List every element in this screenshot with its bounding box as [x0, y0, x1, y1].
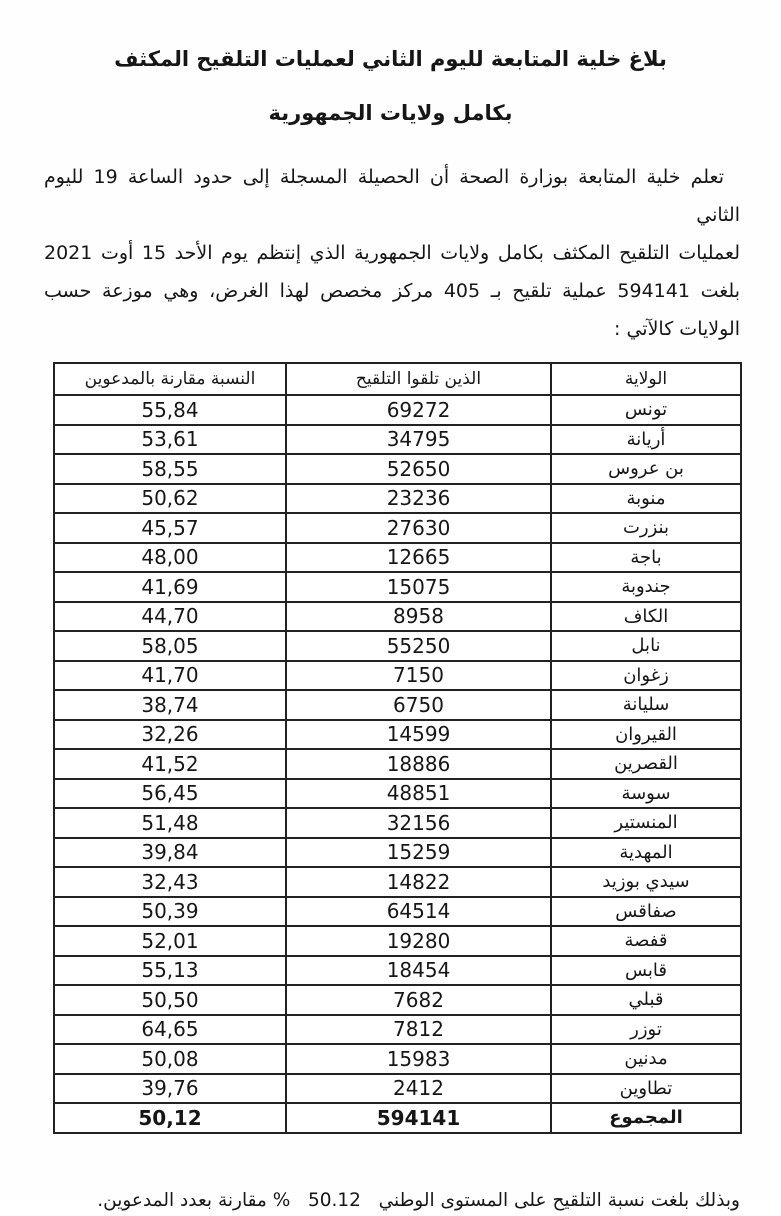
cell-vaccinated: 14599	[286, 720, 551, 750]
cell-governorate: القصرين	[551, 749, 741, 779]
cell-percentage: 32,26	[54, 720, 286, 750]
table-row	[54, 867, 741, 897]
footer-note: وبذلك بلغت نسبة التلقيح على المستوى الوطني 50.12 % مقارنة بعدد المدعوين.	[97, 1189, 740, 1211]
intro-paragraph	[44, 158, 740, 348]
cell-percentage: 44,70	[54, 602, 286, 632]
total-vaccinated: 594141	[286, 1103, 551, 1133]
table-row	[54, 690, 741, 720]
cell-governorate: قابس	[551, 956, 741, 986]
cell-governorate: المهدية	[551, 838, 741, 868]
cell-governorate: سوسة	[551, 779, 741, 809]
cell-vaccinated: 7812	[286, 1015, 551, 1045]
cell-percentage: 50,50	[54, 985, 286, 1015]
cell-percentage: 38,74	[54, 690, 286, 720]
table-row	[54, 454, 741, 484]
cell-governorate: نابل	[551, 631, 741, 661]
cell-vaccinated: 14822	[286, 867, 551, 897]
cell-vaccinated: 32156	[286, 808, 551, 838]
cell-percentage: 50,39	[54, 897, 286, 927]
cell-governorate: بن عروس	[551, 454, 741, 484]
intro-line-1: تعلم خلية المتابعة بوزارة الصحة أن الحصيلة المسجلة إلى حدود الساعة 19 لليوم الثاني	[44, 166, 740, 226]
intro-line-4: الولايات كالآتي :	[614, 318, 740, 340]
cell-vaccinated: 48851	[286, 779, 551, 809]
cell-percentage: 64,65	[54, 1015, 286, 1045]
table-row	[54, 985, 741, 1015]
cell-percentage: 58,05	[54, 631, 286, 661]
cell-vaccinated: 7682	[286, 985, 551, 1015]
cell-governorate: بنزرت	[551, 513, 741, 543]
table-header-row	[54, 363, 741, 395]
table-row	[54, 661, 741, 691]
cell-governorate: قفصة	[551, 926, 741, 956]
title-line-2: بكامل ولايات الجمهورية	[268, 101, 513, 125]
cell-vaccinated: 69272	[286, 395, 551, 425]
cell-governorate: منوبة	[551, 484, 741, 514]
cell-vaccinated: 15983	[286, 1044, 551, 1074]
page-title	[0, 0, 781, 128]
cell-percentage: 55,13	[54, 956, 286, 986]
intro-line-2: لعمليات التلقيح المكثف بكامل ولايات الجمهورية الذي إنتظم يوم الأحد 15 أوت 2021	[44, 242, 740, 264]
table-row	[54, 926, 741, 956]
cell-governorate: قبلي	[551, 985, 741, 1015]
cell-vaccinated: 8958	[286, 602, 551, 632]
cell-vaccinated: 27630	[286, 513, 551, 543]
cell-vaccinated: 19280	[286, 926, 551, 956]
cell-percentage: 50,08	[54, 1044, 286, 1074]
cell-governorate: باجة	[551, 543, 741, 573]
cell-percentage: 52,01	[54, 926, 286, 956]
table-row	[54, 543, 741, 573]
table-row	[54, 808, 741, 838]
cell-percentage: 41,69	[54, 572, 286, 602]
cell-governorate: صفاقس	[551, 897, 741, 927]
table-row	[54, 838, 741, 868]
cell-percentage: 51,48	[54, 808, 286, 838]
cell-governorate: تونس	[551, 395, 741, 425]
cell-percentage: 55,84	[54, 395, 286, 425]
cell-vaccinated: 12665	[286, 543, 551, 573]
cell-vaccinated: 7150	[286, 661, 551, 691]
table-row	[54, 1015, 741, 1045]
cell-vaccinated: 6750	[286, 690, 551, 720]
cell-governorate: تطاوين	[551, 1074, 741, 1104]
cell-percentage: 53,61	[54, 425, 286, 455]
table-row	[54, 956, 741, 986]
cell-vaccinated: 55250	[286, 631, 551, 661]
cell-percentage: 32,43	[54, 867, 286, 897]
intro-line-3: بلغت 594141 عملية تلقيح بـ 405 مركز مخصص لهذا الغرض، وهي موزعة حسب	[44, 280, 741, 302]
cell-percentage: 48,00	[54, 543, 286, 573]
title-line-1: بلاغ خلية المتابعة لليوم الثاني لعمليات التلقيح المكثف	[114, 47, 667, 71]
total-percentage: 50,12	[54, 1103, 286, 1133]
table-row	[54, 749, 741, 779]
table-row	[54, 631, 741, 661]
table-row	[54, 425, 741, 455]
cell-percentage: 41,52	[54, 749, 286, 779]
cell-governorate: توزر	[551, 1015, 741, 1045]
cell-percentage: 50,62	[54, 484, 286, 514]
cell-percentage: 58,55	[54, 454, 286, 484]
header-vaccinated: الذين تلقوا التلقيح	[286, 363, 551, 395]
table-total-row	[54, 1103, 741, 1133]
cell-vaccinated: 2412	[286, 1074, 551, 1104]
cell-percentage: 56,45	[54, 779, 286, 809]
table-row	[54, 897, 741, 927]
table-row	[54, 602, 741, 632]
cell-vaccinated: 18886	[286, 749, 551, 779]
cell-percentage: 39,84	[54, 838, 286, 868]
total-label: المجموع	[551, 1103, 741, 1133]
cell-governorate: سليانة	[551, 690, 741, 720]
cell-vaccinated: 64514	[286, 897, 551, 927]
cell-vaccinated: 23236	[286, 484, 551, 514]
cell-governorate: المنستير	[551, 808, 741, 838]
table-row	[54, 779, 741, 809]
cell-vaccinated: 18454	[286, 956, 551, 986]
cell-governorate: مدنين	[551, 1044, 741, 1074]
cell-vaccinated: 15075	[286, 572, 551, 602]
header-governorate: الولاية	[551, 363, 741, 395]
vaccination-table	[53, 362, 742, 1134]
cell-governorate: أريانة	[551, 425, 741, 455]
cell-governorate: القيروان	[551, 720, 741, 750]
cell-governorate: زغوان	[551, 661, 741, 691]
cell-percentage: 41,70	[54, 661, 286, 691]
table-row	[54, 572, 741, 602]
table-body	[54, 395, 741, 1133]
cell-percentage: 45,57	[54, 513, 286, 543]
cell-governorate: جندوبة	[551, 572, 741, 602]
cell-vaccinated: 52650	[286, 454, 551, 484]
table-row	[54, 720, 741, 750]
cell-percentage: 39,76	[54, 1074, 286, 1104]
header-percentage: النسبة مقارنة بالمدعوين	[54, 363, 286, 395]
table-row	[54, 1044, 741, 1074]
table-row	[54, 513, 741, 543]
table-row	[54, 484, 741, 514]
cell-governorate: الكاف	[551, 602, 741, 632]
cell-vaccinated: 34795	[286, 425, 551, 455]
cell-vaccinated: 15259	[286, 838, 551, 868]
table-row	[54, 395, 741, 425]
cell-governorate: سيدي بوزيد	[551, 867, 741, 897]
table-row	[54, 1074, 741, 1104]
